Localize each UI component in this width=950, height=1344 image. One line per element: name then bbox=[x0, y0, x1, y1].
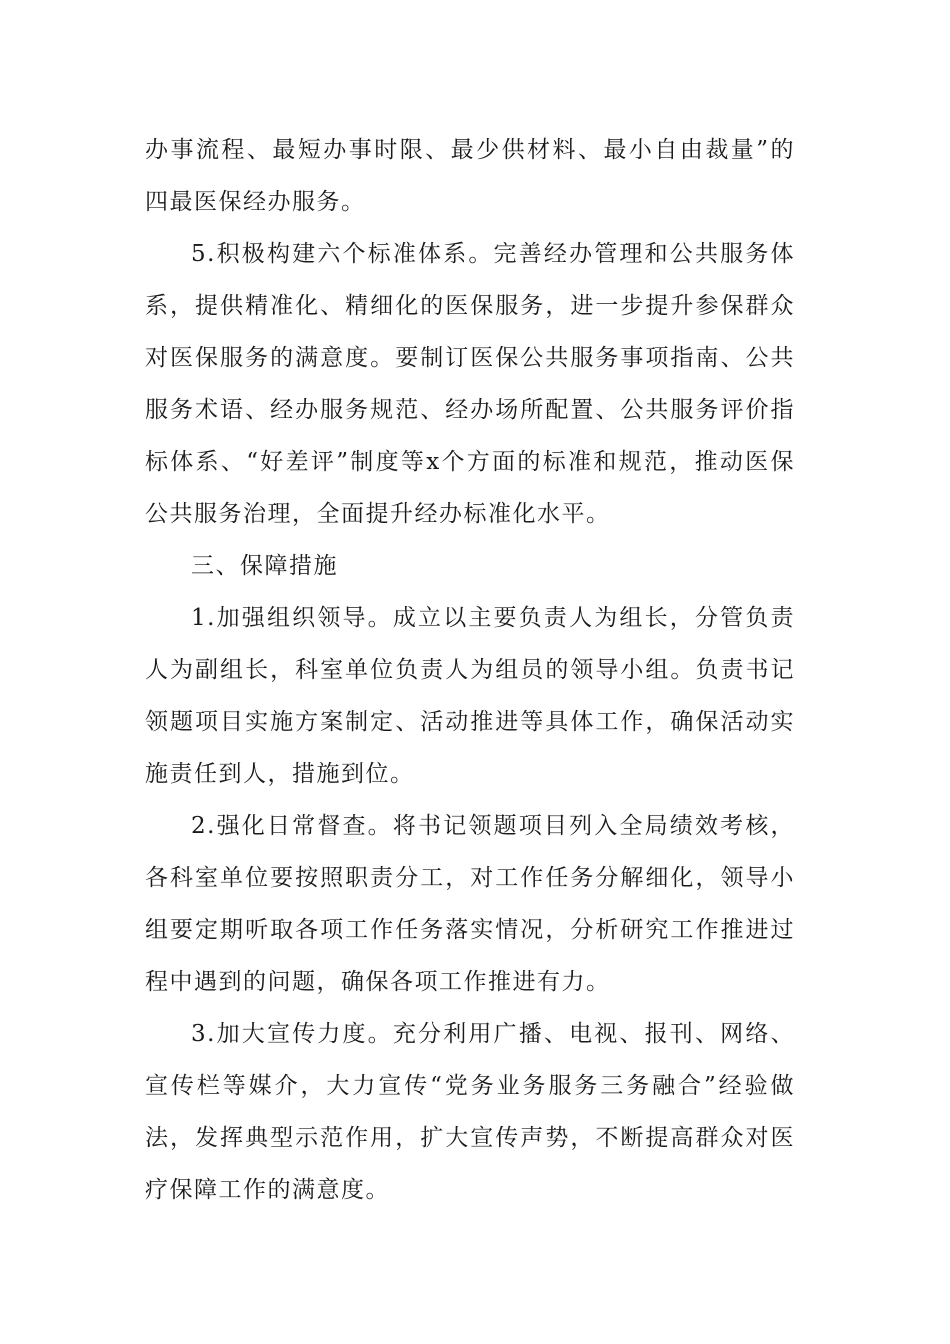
paragraph-publicity: 3.加大宣传力度。充分利用广播、电视、报刊、网络、宣传栏等媒介，大力宣传“党务业务服务三务融合”经验做法，发挥典型示范作用，扩大宣传声势，不断提高群众对医疗保障工作的满意度。 bbox=[145, 1021, 795, 1203]
paragraph-continuation: 办事流程、最短办事时限、最少供材料、最小自由裁量”的四最医保经办服务。 bbox=[145, 137, 795, 215]
paragraph-organization-leadership: 1.加强组织领导。成立以主要负责人为组长，分管负责人为副组长，科室单位负责人为组员的领导小组。负责书记领题项目实施方案制定、活动推进等具体工作，确保活动实施责任到人，措施到位。 bbox=[145, 605, 795, 787]
paragraph-daily-supervision: 2.强化日常督查。将书记领题项目列入全局绩效考核，各科室单位要按照职责分工，对工作任务分解细化，领导小组要定期听取各项工作任务落实情况，分析研究工作推进过程中遇到的问题，确保各项工作推进有力。 bbox=[145, 813, 795, 995]
section-heading-safeguards: 三、保障措施 bbox=[191, 553, 338, 579]
document-body bbox=[145, 124, 795, 1216]
paragraph-standard-systems: 5.积极构建六个标准体系。完善经办管理和公共服务体系，提供精准化、精细化的医保服务，进一步提升参保群众对医保服务的满意度。要制订医保公共服务事项指南、公共服务术语、经办服务规范、经办场所配置、公共服务评价指标体系、“好差评”制度等x个方面的标准和规范，推动医保公共服务治理，全面提升经办标准化水平。 bbox=[145, 241, 795, 527]
